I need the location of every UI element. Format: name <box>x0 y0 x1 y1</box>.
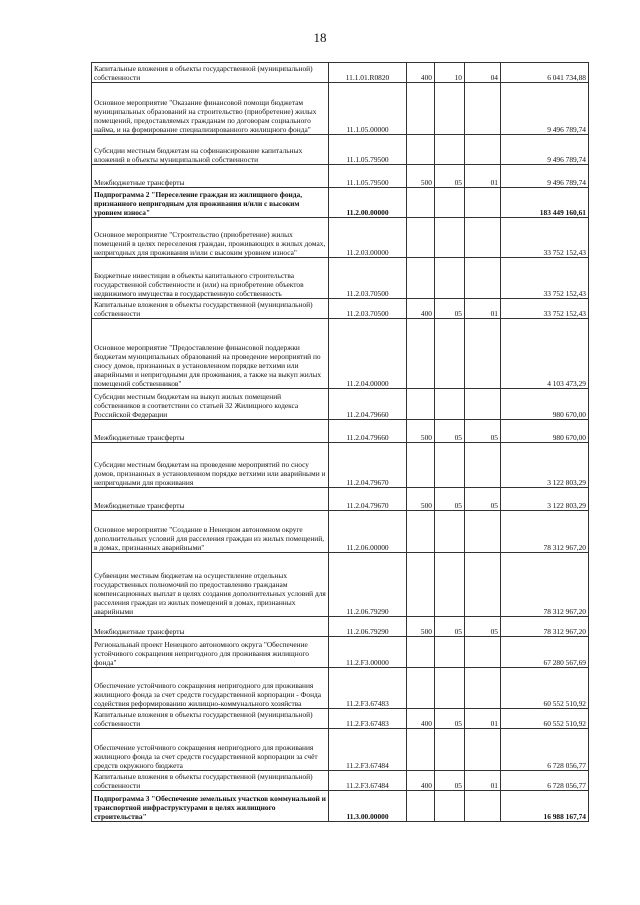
row-name-cell: Основное мероприятие "Предоставление финансовой поддержки бюджетам муниципальных образований на проведение мероприятий по сносу домов, признанных в установленном порядке ветхими или аварийными и непригодными для проживания, а также на выкуп жилых помещений собственников" <box>92 319 329 389</box>
row-vr-cell: 400 <box>407 299 435 319</box>
table-row <box>92 218 589 258</box>
row-code-cell: 11.2.F3.67483 <box>329 668 407 709</box>
row-code-cell: 11.2.F3.67483 <box>329 709 407 729</box>
row-rz-cell: 05 <box>435 299 465 319</box>
table-row <box>92 791 589 822</box>
row-code-cell: 11.2.00.00000 <box>329 188 407 218</box>
row-pr-cell: 01 <box>465 771 501 791</box>
row-vr-cell: 500 <box>407 420 435 443</box>
row-sum-cell: 33 752 152,43 <box>501 258 589 299</box>
row-name-cell: Подпрограмма 2 "Переселение граждан из жилищного фонда, признанного непригодным для проживания и/или с высоким уровнем износа" <box>92 188 329 218</box>
row-code-cell: 11.2.03.70500 <box>329 258 407 299</box>
table-row <box>92 729 589 771</box>
row-vr-cell: 500 <box>407 617 435 637</box>
row-code-cell: 11.2.03.00000 <box>329 218 407 258</box>
row-vr-cell <box>407 319 435 389</box>
row-sum-cell: 78 312 967,20 <box>501 617 589 637</box>
row-code-cell: 11.2.04.79670 <box>329 488 407 511</box>
row-rz-cell <box>435 553 465 617</box>
row-vr-cell <box>407 389 435 420</box>
row-name-cell: Капитальные вложения в объекты государственной (муниципальной) собственности <box>92 709 329 729</box>
row-code-cell: 11.2.04.00000 <box>329 319 407 389</box>
row-code-cell: 11.2.06.79290 <box>329 617 407 637</box>
row-name-cell: Субвенции местным бюджетам на осуществление отдельных государственных полномочий по предоставлению гражданам компенсационных выплат в целях создания дополнительных условий для расселения граждан из жилых помещений в домах, признанных аварийными <box>92 553 329 617</box>
row-rz-cell: 05 <box>435 165 465 188</box>
row-sum-cell: 60 552 510,92 <box>501 709 589 729</box>
row-sum-cell: 183 449 160,61 <box>501 188 589 218</box>
row-code-cell: 11.2.03.70500 <box>329 299 407 319</box>
row-name-cell: Основное мероприятие "Строительство (приобретение) жилых помещений в целях переселения граждан, проживающих в жилых домах, непригодных для проживания и/или с высоким уровнем износа" <box>92 218 329 258</box>
row-vr-cell: 400 <box>407 63 435 83</box>
row-rz-cell <box>435 511 465 553</box>
row-pr-cell: 01 <box>465 299 501 319</box>
row-name-cell: Субсидии местным бюджетам на проведение мероприятий по сносу домов, признанных в установленном порядке ветхими или аварийными и непригодными для проживания <box>92 443 329 488</box>
row-rz-cell: 05 <box>435 709 465 729</box>
row-sum-cell: 6 728 056,77 <box>501 771 589 791</box>
row-vr-cell <box>407 637 435 668</box>
row-vr-cell <box>407 188 435 218</box>
row-rz-cell <box>435 319 465 389</box>
row-vr-cell: 400 <box>407 771 435 791</box>
row-code-cell: 11.2.F3.67484 <box>329 771 407 791</box>
row-sum-cell: 60 552 510,92 <box>501 668 589 709</box>
row-pr-cell <box>465 791 501 822</box>
budget-table <box>91 62 589 822</box>
row-code-cell: 11.2.04.79660 <box>329 420 407 443</box>
row-vr-cell <box>407 511 435 553</box>
table-row <box>92 188 589 218</box>
row-rz-cell <box>435 668 465 709</box>
row-sum-cell: 33 752 152,43 <box>501 218 589 258</box>
row-code-cell: 11.1.05.79500 <box>329 135 407 165</box>
row-sum-cell: 16 988 167,74 <box>501 791 589 822</box>
row-name-cell: Региональный проект Ненецкого автономного округа "Обеспечение устойчивого сокращения непригодного для проживания жилищного фонда" <box>92 637 329 668</box>
row-sum-cell: 33 752 152,43 <box>501 299 589 319</box>
table-row <box>92 299 589 319</box>
row-code-cell: 11.2.04.79660 <box>329 389 407 420</box>
table-row <box>92 420 589 443</box>
row-rz-cell <box>435 389 465 420</box>
row-sum-cell: 3 122 803,29 <box>501 443 589 488</box>
row-pr-cell: 05 <box>465 617 501 637</box>
row-rz-cell <box>435 791 465 822</box>
row-pr-cell: 05 <box>465 420 501 443</box>
row-vr-cell <box>407 668 435 709</box>
row-sum-cell: 9 496 789,74 <box>501 135 589 165</box>
row-code-cell: 11.3.00.00000 <box>329 791 407 822</box>
row-pr-cell: 04 <box>465 63 501 83</box>
row-vr-cell <box>407 83 435 135</box>
row-rz-cell <box>435 135 465 165</box>
table-row <box>92 135 589 165</box>
row-name-cell: Подпрограмма 3 "Обеспечение земельных участков коммунальной и транспортной инфраструктурами в целях жилищного строительства" <box>92 791 329 822</box>
table-row <box>92 83 589 135</box>
row-rz-cell <box>435 258 465 299</box>
row-name-cell: Межбюджетные трансферты <box>92 617 329 637</box>
row-rz-cell <box>435 83 465 135</box>
row-name-cell: Обеспечение устойчивого сокращения непригодного для проживания жилищного фонда за счет средств государственной корпорации - Фонда содействия реформированию жилищно-коммунального хозяйства <box>92 668 329 709</box>
row-sum-cell: 4 103 473,29 <box>501 319 589 389</box>
table-row <box>92 511 589 553</box>
row-name-cell: Капитальные вложения в объекты государственной (муниципальной) собственности <box>92 771 329 791</box>
row-sum-cell: 9 496 789,74 <box>501 165 589 188</box>
row-name-cell: Обеспечение устойчивого сокращения непригодного для проживания жилищного фонда за счет средств государственной корпорации за счёт средств окружного бюджета <box>92 729 329 771</box>
row-name-cell: Капитальные вложения в объекты государственной (муниципальной) собственности <box>92 63 329 83</box>
row-vr-cell: 500 <box>407 488 435 511</box>
row-pr-cell <box>465 511 501 553</box>
row-sum-cell: 980 670,00 <box>501 420 589 443</box>
table-row <box>92 668 589 709</box>
row-vr-cell <box>407 791 435 822</box>
row-pr-cell <box>465 553 501 617</box>
row-vr-cell <box>407 135 435 165</box>
row-code-cell: 11.2.06.00000 <box>329 511 407 553</box>
row-pr-cell <box>465 389 501 420</box>
row-code-cell: 11.1.05.00000 <box>329 83 407 135</box>
row-code-cell: 11.2.06.79290 <box>329 553 407 617</box>
row-code-cell: 11.2.04.79670 <box>329 443 407 488</box>
budget-table-body <box>92 63 589 822</box>
row-sum-cell: 78 312 967,20 <box>501 553 589 617</box>
row-vr-cell <box>407 553 435 617</box>
row-rz-cell: 05 <box>435 617 465 637</box>
table-row <box>92 488 589 511</box>
table-row <box>92 389 589 420</box>
row-name-cell: Субсидии местным бюджетам на софинансирование капитальных вложений в объекты муниципальной собственности <box>92 135 329 165</box>
row-vr-cell <box>407 218 435 258</box>
row-rz-cell <box>435 443 465 488</box>
row-rz-cell <box>435 637 465 668</box>
row-sum-cell: 9 496 789,74 <box>501 83 589 135</box>
table-row <box>92 637 589 668</box>
row-pr-cell <box>465 135 501 165</box>
row-name-cell: Основное мероприятие "Оказание финансовой помощи бюджетам муниципальных образований на строительство (приобретение) жилых помещений, предоставляемых гражданам по договорам социального найма, и на формирование специализированного жилищного фонда" <box>92 83 329 135</box>
row-rz-cell: 10 <box>435 63 465 83</box>
table-row <box>92 443 589 488</box>
row-pr-cell <box>465 83 501 135</box>
table-row <box>92 258 589 299</box>
row-pr-cell <box>465 729 501 771</box>
row-name-cell: Субсидии местным бюджетам на выкуп жилых помещений собственников в соответствии со статьей 32 Жилищного кодекса Российской Федерации <box>92 389 329 420</box>
row-name-cell: Бюджетные инвестиции в объекты капитального строительства государственной собственности и (или) на приобретение объектов недвижимого имущества в государственную собственность <box>92 258 329 299</box>
table-row <box>92 709 589 729</box>
row-code-cell: 11.1.05.79500 <box>329 165 407 188</box>
row-rz-cell: 05 <box>435 488 465 511</box>
table-row <box>92 165 589 188</box>
row-pr-cell <box>465 319 501 389</box>
row-rz-cell <box>435 218 465 258</box>
table-row <box>92 617 589 637</box>
row-vr-cell: 500 <box>407 165 435 188</box>
row-vr-cell <box>407 258 435 299</box>
row-pr-cell <box>465 443 501 488</box>
row-pr-cell <box>465 637 501 668</box>
row-rz-cell <box>435 188 465 218</box>
row-name-cell: Основное мероприятие "Создание в Ненецком автономном округе дополнительных условий для расселения граждан из жилых помещений, в домах, признанных аварийными" <box>92 511 329 553</box>
row-name-cell: Капитальные вложения в объекты государственной (муниципальной) собственности <box>92 299 329 319</box>
row-pr-cell: 01 <box>465 709 501 729</box>
row-vr-cell <box>407 443 435 488</box>
row-pr-cell: 05 <box>465 488 501 511</box>
row-pr-cell: 01 <box>465 165 501 188</box>
row-pr-cell <box>465 188 501 218</box>
row-vr-cell: 400 <box>407 709 435 729</box>
row-sum-cell: 980 670,00 <box>501 389 589 420</box>
row-name-cell: Межбюджетные трансферты <box>92 420 329 443</box>
table-row <box>92 553 589 617</box>
row-rz-cell: 05 <box>435 771 465 791</box>
row-code-cell: 11.2.F3.67484 <box>329 729 407 771</box>
row-rz-cell <box>435 729 465 771</box>
row-pr-cell <box>465 218 501 258</box>
row-vr-cell <box>407 729 435 771</box>
row-pr-cell <box>465 258 501 299</box>
row-sum-cell: 6 728 056,77 <box>501 729 589 771</box>
row-sum-cell: 78 312 967,20 <box>501 511 589 553</box>
table-row <box>92 319 589 389</box>
row-code-cell: 11.1.01.R0820 <box>329 63 407 83</box>
row-rz-cell: 05 <box>435 420 465 443</box>
row-sum-cell: 3 122 803,29 <box>501 488 589 511</box>
row-pr-cell <box>465 668 501 709</box>
row-name-cell: Межбюджетные трансферты <box>92 488 329 511</box>
row-sum-cell: 6 041 734,88 <box>501 63 589 83</box>
row-code-cell: 11.2.F3.00000 <box>329 637 407 668</box>
table-row <box>92 771 589 791</box>
row-name-cell: Межбюджетные трансферты <box>92 165 329 188</box>
table-row <box>92 63 589 83</box>
row-sum-cell: 67 280 567,69 <box>501 637 589 668</box>
page-number: 18 <box>313 30 327 45</box>
